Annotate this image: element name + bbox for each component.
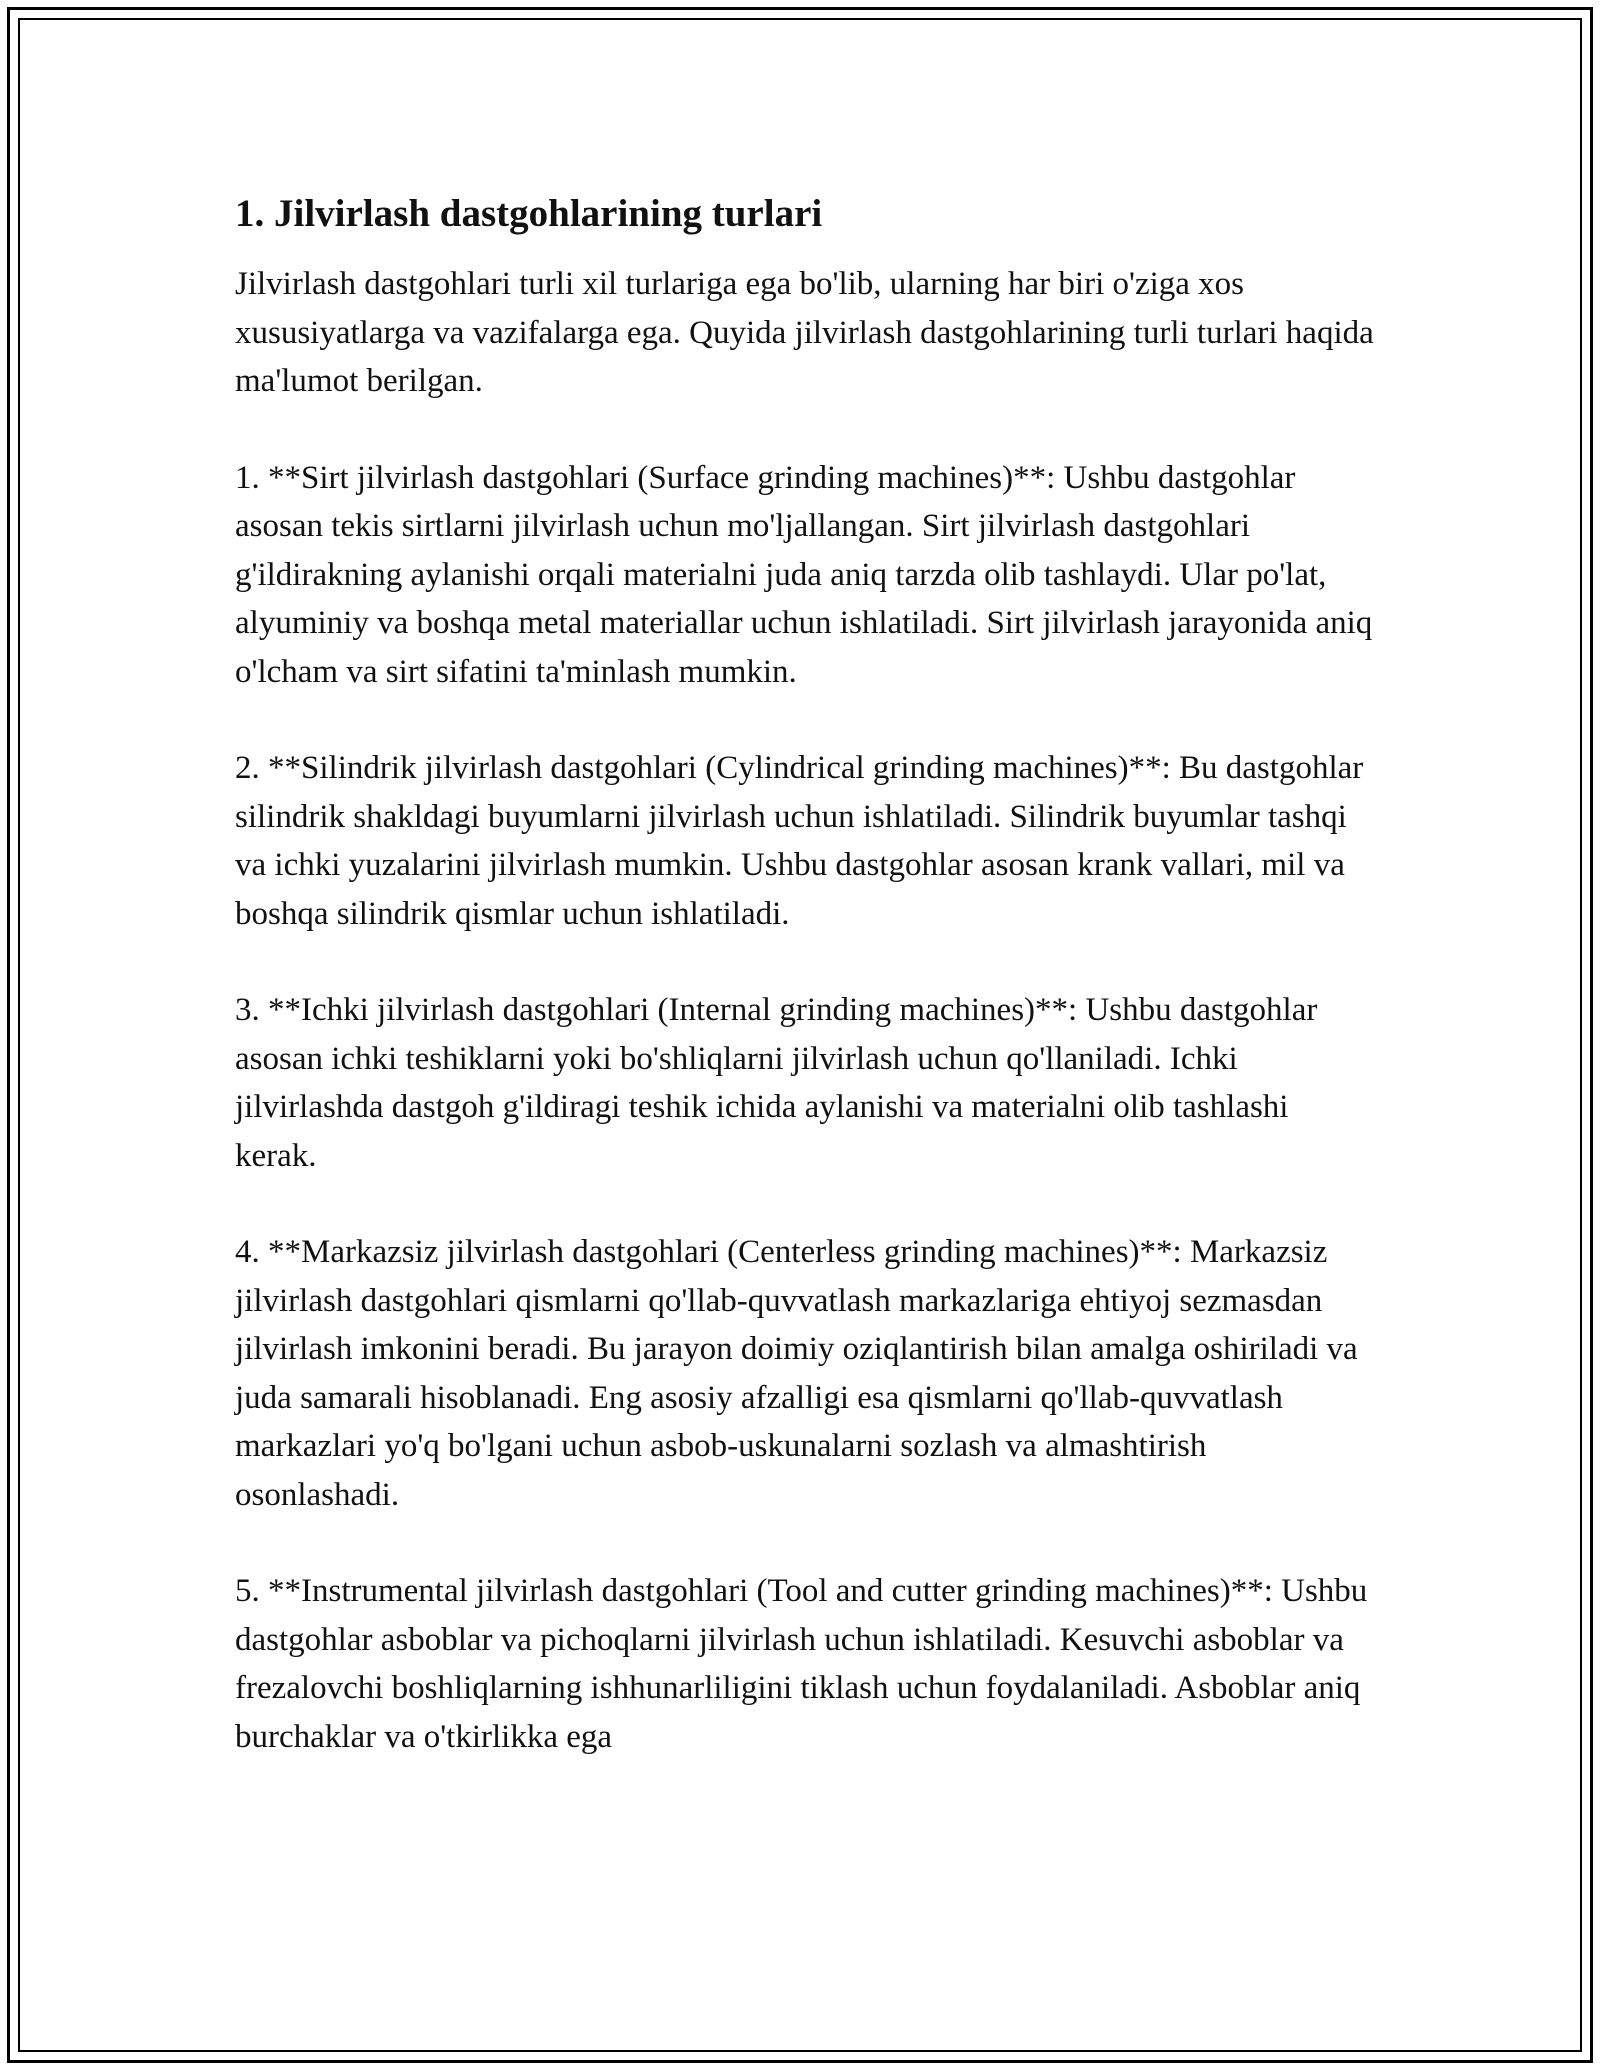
section-heading: 1. Jilvirlash dastgohlarining turlari — [235, 192, 823, 235]
paragraph-tool-cutter-grinding: 5. **Instrumental jilvirlash dastgohlari (Tool and cutter grinding machines)**: Ushbu dastgohlar asboblar va pichoqlarni jilvirlash uchun ishlatiladi. Kesuvchi asboblar va frezalovchi boshliqlarning ishhunarliligini tiklash uchun foydalaniladi. Asboblar aniq burchaklar va o'tkirlikka ega — [235, 1573, 1368, 1755]
document-body — [235, 190, 1375, 1809]
paragraph-centerless-grinding: 4. **Markazsiz jilvirlash dastgohlari (Centerless grinding machines)**: Markazsiz jilvirlash dastgohlari qismlarni qo'llab-quvvatlash markazlariga ehtiyoj sezmasdan jilvirlash imkonini beradi. Bu jarayon doimiy oziqlantirish bilan amalga oshiriladi va juda samarali hisoblanadi. Eng asosiy afzalligi esa qismlarni qo'llab-quvvatlash markazlari yo'q bo'lgani uchun asbob-uskunalarni sozlash va almashtirish osonlashadi. — [235, 1234, 1358, 1513]
paragraph-internal-grinding: 3. **Ichki jilvirlash dastgohlari (Internal grinding machines)**: Ushbu dastgohlar asosan ichki teshiklarni yoki bo'shliqlarni jilvirlash uchun qo'llaniladi. Ichki jilvirlashda dastgoh g'ildiragi teshik ichida aylanishi va materialni olib tashlashi kerak. — [235, 992, 1318, 1174]
paragraph-cylindrical-grinding: 2. **Silindrik jilvirlash dastgohlari (Cylindrical grinding machines)**: Bu dastgohlar silindrik shakldagi buyumlarni jilvirlash uchun ishlatiladi. Silindrik buyumlar tashqi va ichki yuzalarini jilvirlash mumkin. Ushbu dastgohlar asosan krank vallari, mil va boshqa silindrik qismlar uchun ishlatiladi. — [235, 750, 1364, 932]
intro-paragraph: Jilvirlash dastgohlari turli xil turlariga ega bo'lib, ularning har biri o'ziga xos xususiyatlarga va vazifalarga ega. Quyida jilvirlash dastgohlarining turli turlari haqida ma'lumot berilgan. — [235, 266, 1374, 399]
paragraph-surface-grinding: 1. **Sirt jilvirlash dastgohlari (Surface grinding machines)**: Ushbu dastgohlar asosan tekis sirtlarni jilvirlash uchun mo'ljallangan. Sirt jilvirlash dastgohlari g'ildirakning aylanishi orqali materialni juda aniq tarzda olib tashlaydi. Ular po'lat, alyuminiy va boshqa metal materiallar uchun ishlatiladi. Sirt jilvirlash jarayonida aniq o'lcham va sirt sifatini ta'minlash mumkin. — [235, 459, 1373, 690]
